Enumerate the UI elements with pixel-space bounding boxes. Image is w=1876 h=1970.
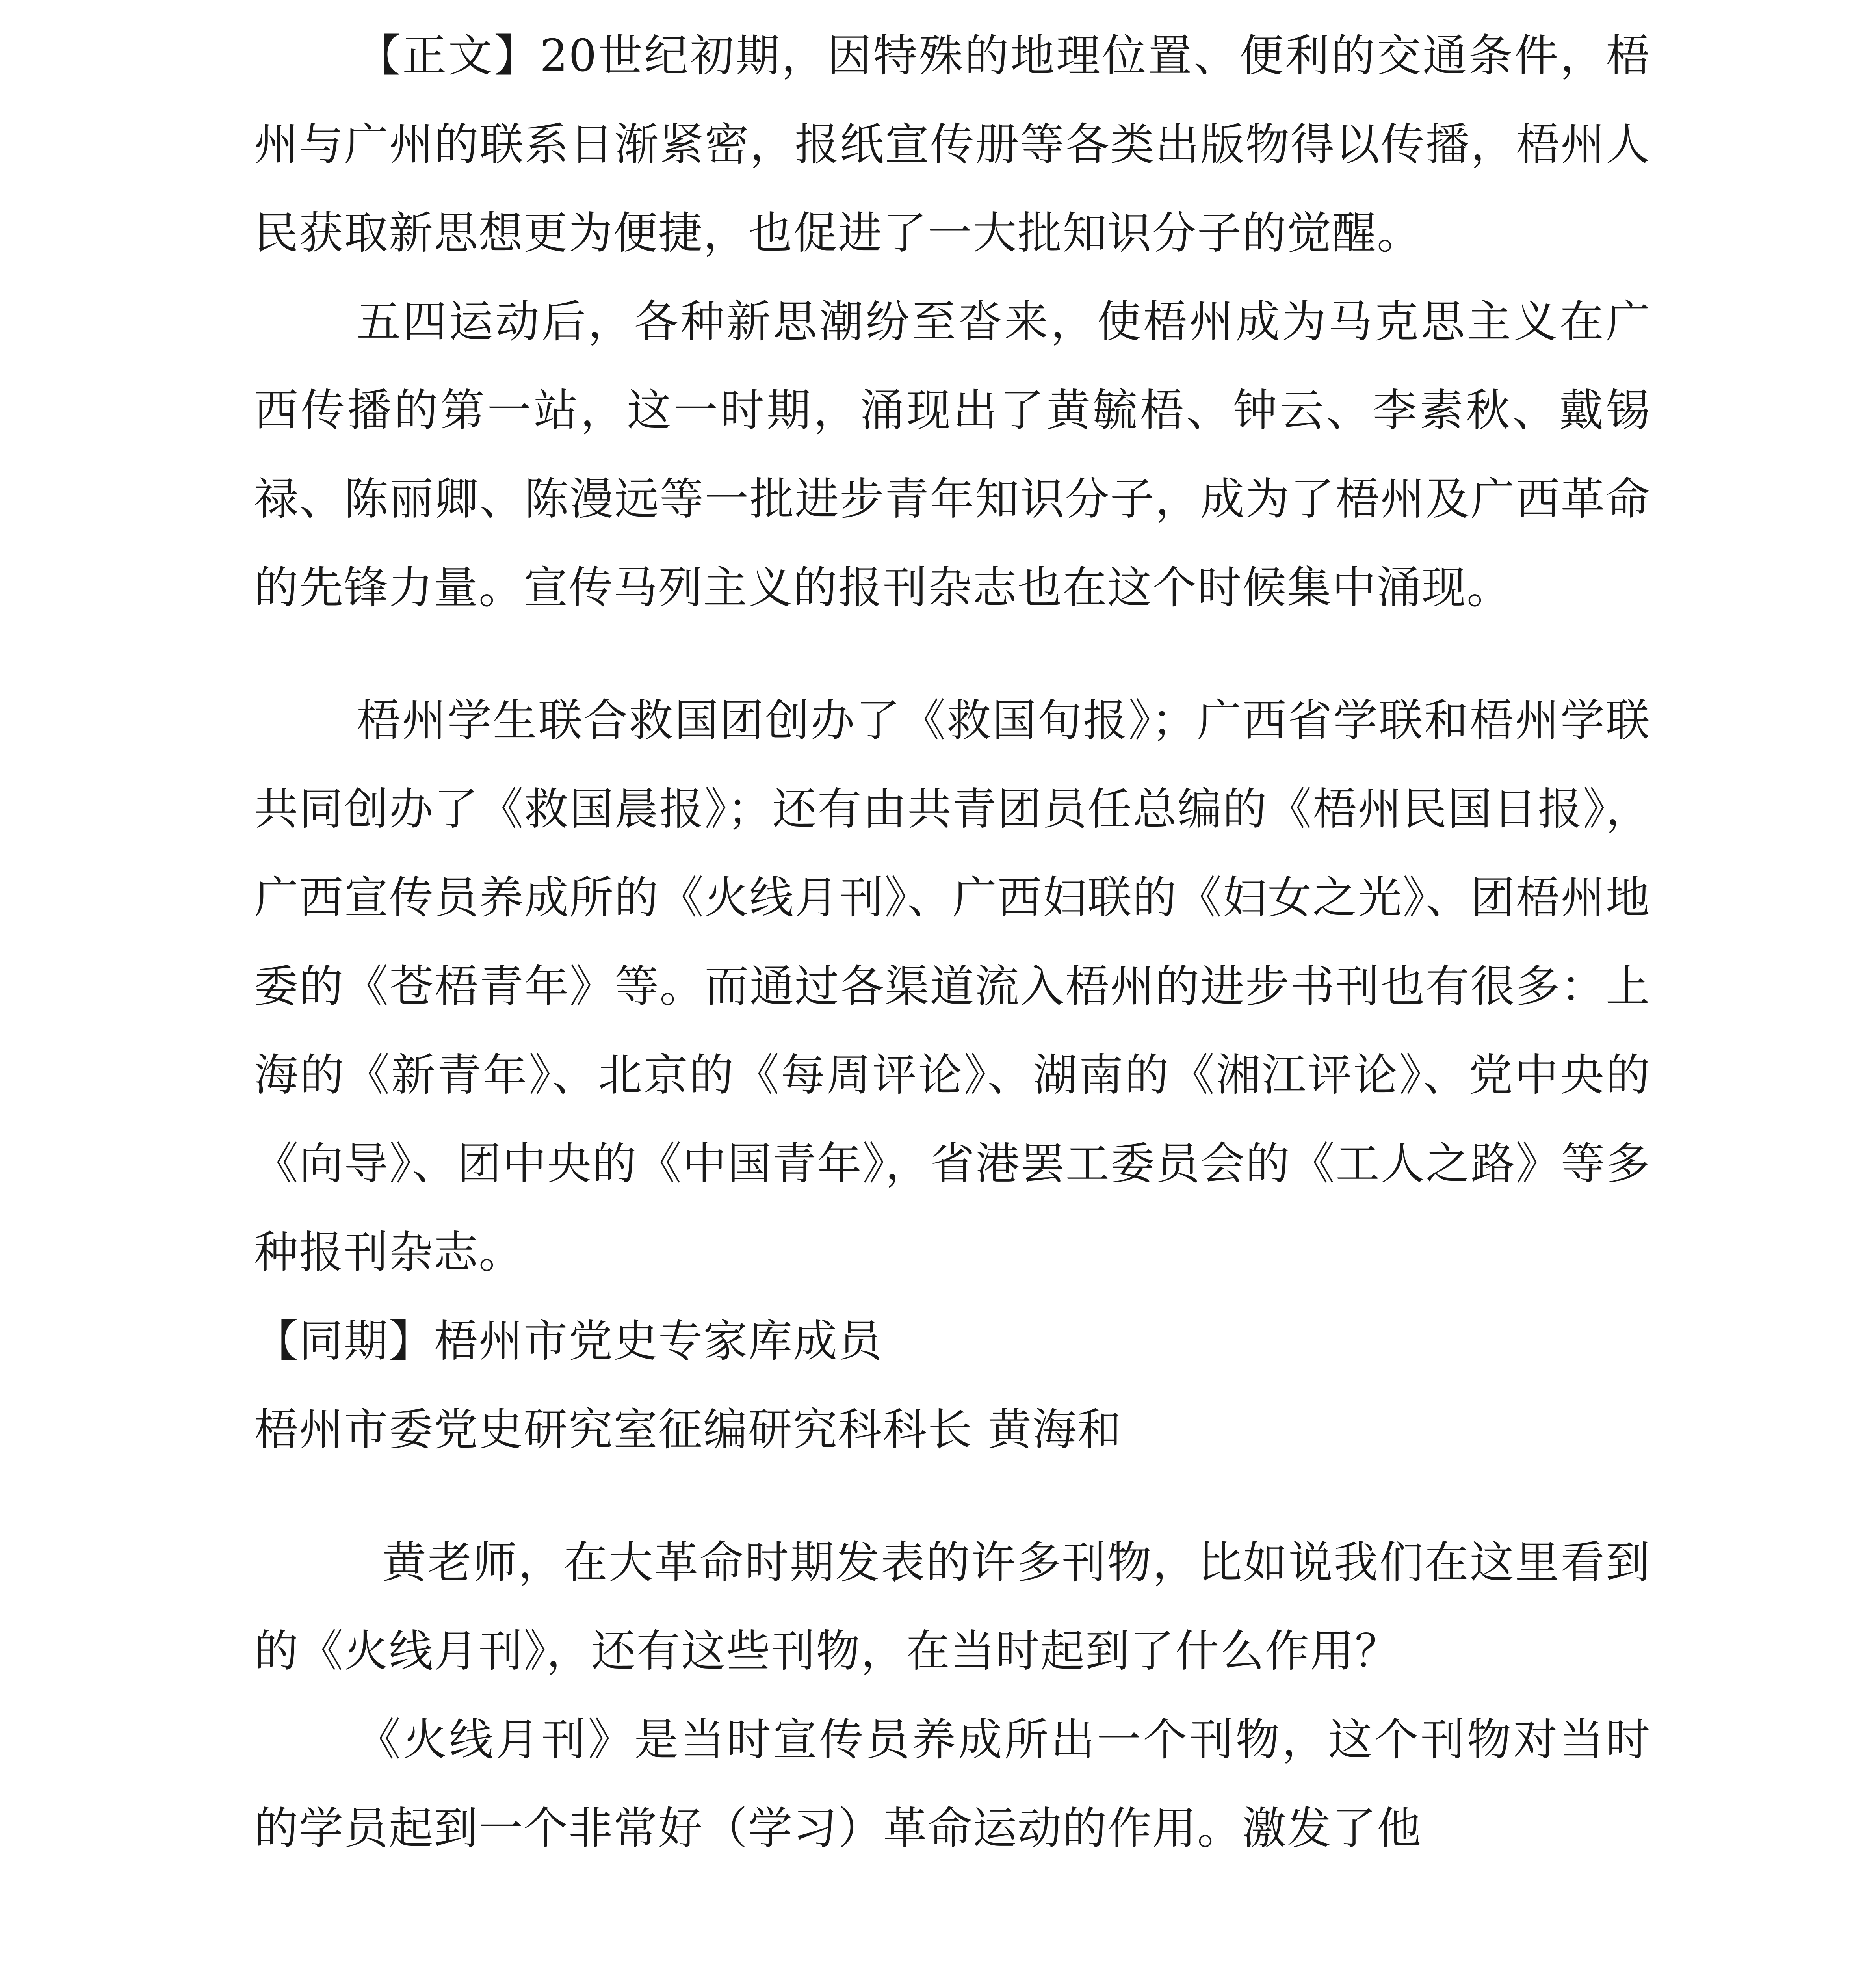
text-column <box>254 12 1651 1873</box>
interviewee-line: 梧州市委党史研究室征编研究科科长 黄海和 <box>254 1404 1122 1455</box>
paragraph-may-fourth: 五四运动后，各种新思潮纷至沓来，使梧州成为马克思主义在广西传播的第一站，这一时期，涌现出了黄毓梧、钟云、李素秋、戴锡禄、陈丽卿、陈漫远等一批进步青年知识分子，成为了梧州及广西革命的先锋力量。宣传马列主义的报刊杂志也在这个时候集中涌现。 <box>254 296 1651 613</box>
interview-answer: 《火线月刊》是当时宣传员养成所出一个刊物，这个刊物对当时的学员起到一个非常好（学习）革命运动的作用。激发了他 <box>254 1714 1651 1854</box>
intro-paragraph <box>254 12 1651 278</box>
synchronous-heading <box>254 1297 1651 1386</box>
intro-tag: 【正文】 <box>357 30 540 82</box>
paragraph-publications: 梧州学生联合救国团创办了《救国旬报》；广西省学联和梧州学联共同创办了《救国晨报》；还有由共青团员任总编的《梧州民国日报》，广西宣传员养成所的《火线月刊》、广西妇联的《妇女之光》、团梧州地委的《苍梧青年》等。而通过各渠道流入梧州的进步书刊也有很多：上海的《新青年》、北京的《每周评论》、湖南的《湘江评论》、党中央的《向导》、团中央的《中国青年》，省港罢工委员会的《工人之路》等多种报刊杂志。 <box>254 695 1651 1278</box>
synchronous-tag: 【同期】 <box>254 1316 434 1367</box>
synchronous-title: 梧州市党史专家库成员 <box>434 1316 883 1367</box>
intro-text: 20世纪初期，因特殊的地理位置、便利的交通条件，梧州与广州的联系日渐紧密，报纸宣传册等各类出版物得以传播，梧州人民获取新思想更为便捷，也促进了一大批知识分子的觉醒。 <box>254 30 1651 259</box>
interview-question: 黄老师，在大革命时期发表的许多刊物，比如说我们在这里看到的《火线月刊》，还有这些刊物，在当时起到了什么作用？ <box>254 1537 1651 1677</box>
